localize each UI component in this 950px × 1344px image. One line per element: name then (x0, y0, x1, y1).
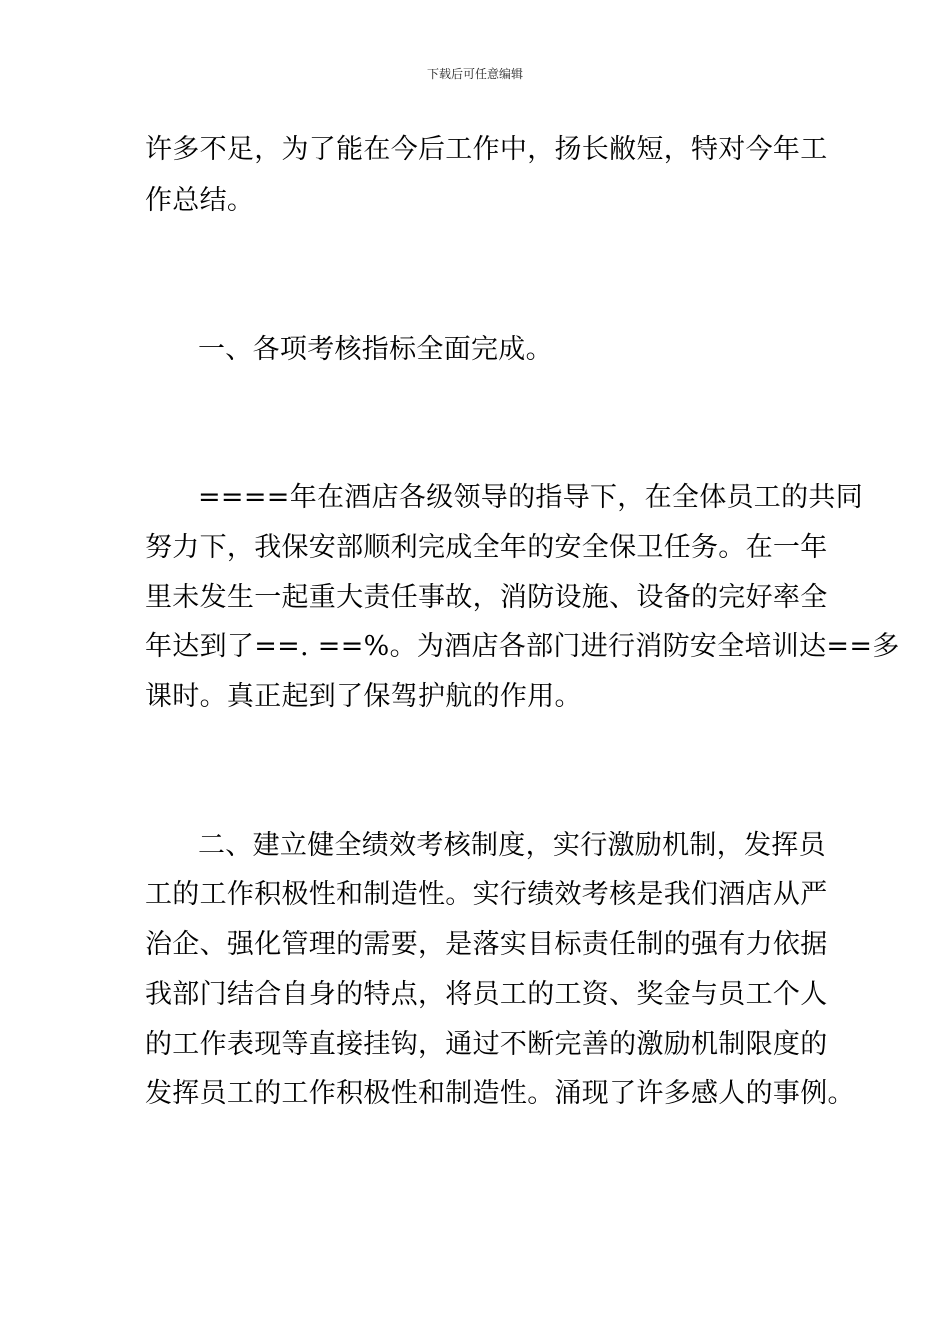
paragraph-2-line-6: 发挥员工的工作积极性和制造性。涌现了许多感人的事例。 (145, 1078, 855, 1109)
page-header: 下载后可任意编辑 (426, 67, 523, 81)
intro-line-2: 作总结。 (145, 185, 255, 216)
paragraph-1-line-3: 里未发生一起重大责任事故，消防设施、设备的完好率全 (145, 582, 828, 613)
paragraph-1-line-4: 年达到了==. ==%。为酒店各部门进行消防安全培训达==多 (145, 631, 900, 662)
paragraph-2-line-5: 的工作表现等直接挂钩，通过不断完善的激励机制限度的 (145, 1029, 828, 1060)
paragraph-1-line-5: 课时。真正起到了保驾护航的作用。 (145, 681, 582, 712)
paragraph-1-line-2: 努力下，我保安部顺利完成全年的安全保卫任务。在一年 (145, 532, 828, 563)
paragraph-2-line-4: 我部门结合自身的特点，将员工的工资、奖金与员工个人 (145, 979, 828, 1010)
section-1-heading: 一、各项考核指标全面完成。 (198, 334, 553, 365)
intro-line-1: 许多不足，为了能在今后工作中，扬长敝短，特对今年工 (145, 134, 828, 165)
paragraph-2-line-3: 治企、强化管理的需要，是落实目标责任制的强有力依据 (145, 929, 828, 960)
paragraph-1-line-1: ====年在酒店各级领导的指导下，在全体员工的共同 (198, 482, 863, 513)
paragraph-2-line-1: 二、建立健全绩效考核制度，实行激励机制，发挥员 (198, 830, 826, 861)
paragraph-2-line-2: 工的工作积极性和制造性。实行绩效考核是我们酒店从严 (145, 879, 828, 910)
